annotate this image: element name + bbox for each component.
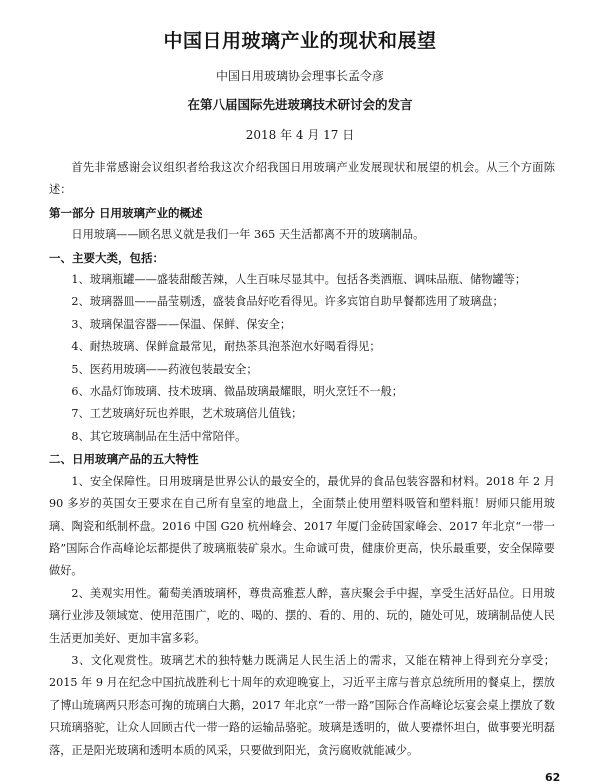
document-title: 中国日用玻璃产业的现状和展望 bbox=[163, 30, 437, 52]
speech-subtitle: 在第八届国际先进玻璃技术研讨会的发言 bbox=[187, 97, 413, 112]
feature-paragraph: 1、安全保障性。日用玻璃是世界公认的最安全的，最优异的食品包装容器和材料。2018 年 2 月 90 多岁的英国女王要求在自己所有皇室的地盘上，全面禁止使用塑料吸管和塑料瓶！厨师只能用玻璃、陶瓷和纸制杯盘。2016 中国 G20 杭州峰会、2017 年厦门金砖国家峰会、2017 年北京“一带一路”国际合作高峰论坛都提供了玻璃瓶装矿泉水。生命诚可贵，健康价更高，快乐最重要，安全保障要做好。 bbox=[49, 474, 555, 578]
categories-heading: 一、主要大类，包括： bbox=[49, 250, 164, 265]
feature-paragraph: 3、文化观赏性。玻璃艺术的独特魅力既满足人民生活上的需求，又能在精神上得到充分享受；2015 年 9 月在纪念中国抗战胜利七十周年的欢迎晚宴上，习近平主席与普京总统所用的餐桌上，摆放了博山琉璃两只形态可掬的琉璃白大鹅，2017 年北京“一带一路”国际合作高峰论坛宴会桌上摆放了数只琉璃骆驼，让众人回顾古代一带一路的运输品骆驼。玻璃是透明的，做人要襟怀坦白，做事要光明磊落，正是阳光玻璃和透明本质的风采，只要做到阳光，贪污腐败就能减少。 bbox=[49, 653, 555, 757]
feature-paragraph: 2、美观实用性。葡萄美酒玻璃杯，尊贵高雅惹人醉，喜庆聚会手中握，享受生活好品位。日用玻璃行业涉及领域宽、使用范围广，吃的、喝的、摆的、看的、用的、玩的，随处可见，玻璃制品使人民生活更加美好、更加丰富多彩。 bbox=[49, 586, 555, 645]
category-item: 4、耐热玻璃、保鲜盒最常见，耐热茶具泡茶泡水好喝看得见； bbox=[71, 340, 381, 354]
category-item: 7、工艺玻璃好玩也养眼，艺术玻璃倍儿值钱； bbox=[71, 407, 303, 421]
page-number: 62 bbox=[545, 771, 561, 784]
category-item: 6、水晶灯饰玻璃、技术玻璃、微晶玻璃最耀眼，明火烹饪不一般； bbox=[71, 385, 403, 399]
intro-paragraph: 首先非常感谢会议组织者给我这次介绍我国日用玻璃产业发展现状和展望的机会。从三个方面陈述： bbox=[49, 161, 555, 197]
part1-heading: 第一部分 日用玻璃产业的概述 bbox=[49, 205, 203, 220]
document-date: 2018 年 4 月 17 日 bbox=[245, 128, 355, 142]
document-body bbox=[49, 157, 555, 762]
category-item: 1、玻璃瓶罐——盛装甜酸苦辣，人生百味尽显其中。包括各类酒瓶、调味品瓶、储物罐等； bbox=[71, 273, 527, 287]
features-heading: 二、日用玻璃产品的五大特性 bbox=[49, 452, 199, 467]
category-item: 2、玻璃器皿——晶莹剔透，盛装食品好吃看得见。许多宾馆自助早餐都选用了玻璃盘； bbox=[71, 295, 504, 309]
category-item: 5、医药用玻璃——药液包装最安全； bbox=[71, 362, 258, 376]
author-line: 中国日用玻璃协会理事长孟令彦 bbox=[215, 69, 384, 83]
definition-paragraph: 日用玻璃——顾名思义就是我们一年 365 天生活都离不开的玻璃制品。 bbox=[71, 228, 425, 242]
category-item: 8、其它玻璃制品在生活中常陪伴。 bbox=[71, 429, 247, 443]
category-item: 3、玻璃保温容器——保温、保鲜、保安全； bbox=[71, 317, 292, 331]
